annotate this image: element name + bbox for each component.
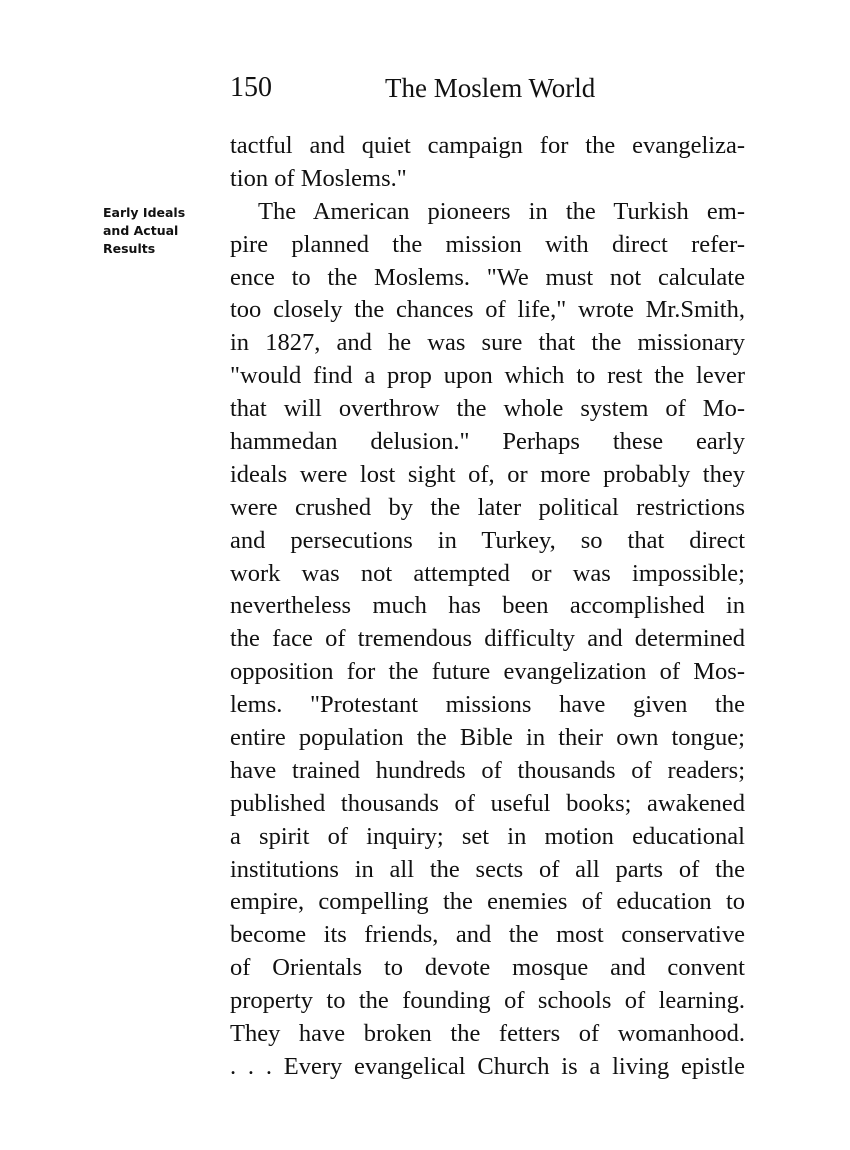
text-line: institutions in all the sects of all parts of the bbox=[230, 855, 745, 883]
text-line: "would find a prop upon which to rest the lever bbox=[230, 362, 745, 390]
text-line: published thousands of useful books; awakened bbox=[230, 789, 745, 817]
running-header bbox=[230, 68, 745, 108]
text-line: entire population the Bible in their own tongue; bbox=[230, 724, 745, 752]
margin-note-line: Results bbox=[103, 241, 156, 256]
text-line: of Orientals to devote mosque and convent bbox=[230, 954, 745, 982]
text-line: too closely the chances of life," wrote Mr.Smith, bbox=[230, 296, 745, 324]
running-title: The Moslem World bbox=[385, 73, 596, 103]
text-line: become its friends, and the most conservative bbox=[230, 921, 745, 949]
text-line: tactful and quiet campaign for the evangeliza- bbox=[230, 132, 745, 159]
text-line: hammedan delusion." Perhaps these early bbox=[230, 428, 745, 456]
text-line: tion of Moslems." bbox=[230, 164, 407, 192]
text-line: They have broken the fetters of womanhood. bbox=[230, 1020, 745, 1048]
text-line: empire, compelling the enemies of education to bbox=[230, 888, 745, 916]
text-line: ence to the Moslems. "We must not calculate bbox=[230, 263, 745, 291]
text-line: the face of tremendous difficulty and determined bbox=[230, 625, 745, 653]
text-line: ideals were lost sight of, or more probably they bbox=[230, 460, 745, 488]
text-line: in 1827, and he was sure that the missionary bbox=[230, 329, 745, 357]
margin-note-line: and Actual bbox=[103, 223, 179, 238]
margin-note bbox=[103, 204, 213, 258]
text-line: property to the founding of schools of learning. bbox=[230, 987, 745, 1015]
text-line: opposition for the future evangelization of Mos- bbox=[230, 658, 745, 686]
text-line: were crushed by the later political restrictions bbox=[230, 493, 745, 521]
text-line: that will overthrow the whole system of Mo- bbox=[230, 395, 745, 423]
text-line: and persecutions in Turkey, so that direct bbox=[230, 526, 745, 554]
text-line: . . . Every evangelical Church is a living epistle bbox=[230, 1052, 745, 1080]
body-text bbox=[230, 130, 745, 1084]
margin-note-line: Early Ideals bbox=[103, 205, 186, 220]
text-line: a spirit of inquiry; set in motion educational bbox=[230, 822, 745, 850]
text-line: nevertheless much has been accomplished in bbox=[230, 592, 745, 620]
text-line: lems. "Protestant missions have given the bbox=[230, 691, 745, 719]
text-line: have trained hundreds of thousands of readers; bbox=[230, 756, 745, 784]
text-line: The American pioneers in the Turkish em- bbox=[258, 197, 745, 225]
page-number: 150 bbox=[230, 72, 272, 103]
text-line: pire planned the mission with direct refer- bbox=[230, 230, 745, 258]
text-line: work was not attempted or was impossible; bbox=[230, 559, 745, 587]
